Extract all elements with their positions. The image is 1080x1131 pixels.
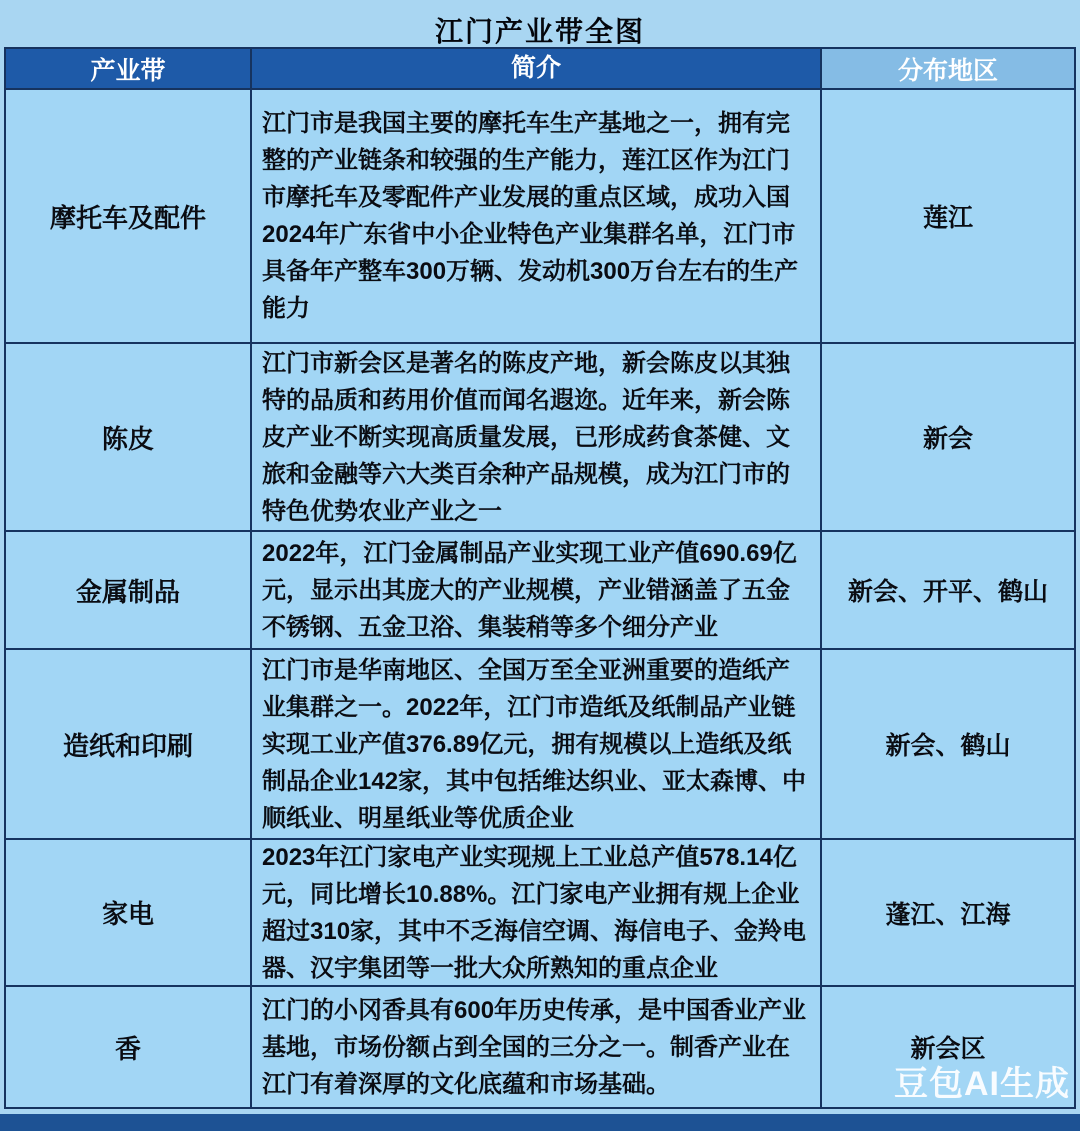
intro-cell	[252, 840, 822, 987]
region-label: 新会、鹤山	[885, 732, 1011, 760]
ai-generated-watermark: 豆包AI生成	[894, 1065, 1070, 1103]
region-cell	[822, 532, 1074, 650]
belt-cell	[6, 650, 252, 840]
region-cell	[822, 650, 1074, 840]
region-cell	[822, 344, 1074, 532]
belt-label: 摩托车及配件	[49, 202, 206, 233]
belt-label: 香	[114, 1033, 141, 1064]
region-cell	[822, 90, 1074, 344]
belt-cell	[6, 840, 252, 987]
region-label: 莲江	[922, 204, 973, 232]
region-label: 新会区	[910, 1035, 986, 1063]
region-label: 蓬江、江海	[885, 900, 1011, 929]
table-row-paper	[6, 650, 1074, 840]
region-label: 新会	[922, 425, 973, 453]
belt-cell	[6, 344, 252, 532]
intro-cell	[252, 987, 822, 1107]
table-header-row	[6, 49, 1074, 90]
header-intro: 简介	[252, 49, 822, 90]
belt-cell	[6, 532, 252, 650]
intro-cell	[252, 344, 822, 532]
intro-text: 江门市是我国主要的摩托车生产基地之一，拥有完整的产业链条和较强的生产能力，莲江区作为江门市摩托车及零配件产业发展的重点区域，成功入国2024年广东省中小企业特色产业集群名单，江门市具备年产整车300万辆、发动机300万台左右的生产能力	[262, 110, 799, 322]
intro-cell	[252, 90, 822, 344]
table-row-metal	[6, 532, 1074, 650]
intro-text: 江门市新会区是著名的陈皮产地，新会陈皮以其独特的品质和药用价值而闻名遐迩。近年来，新会陈皮产业不断实现高质量发展，已形成药食茶健、文旅和金融等六大类百余种产品规模，成为江门市的特色优势农业产业之一	[262, 349, 790, 525]
intro-text: 江门的小冈香具有600年历史传承，是中国香业产业基地，市场份额占到全国的三分之一。制香产业在江门有着深厚的文化底蕴和市场基础。	[262, 996, 807, 1098]
region-cell	[822, 840, 1074, 987]
intro-cell	[252, 532, 822, 650]
belt-label: 造纸和印刷	[62, 730, 193, 761]
table-row-motorcycle	[6, 90, 1074, 344]
belt-cell	[6, 987, 252, 1107]
page-title: 江门产业带全图	[434, 16, 645, 47]
bottom-bar	[0, 1114, 1080, 1131]
region-label: 新会、开平、鹤山	[847, 578, 1048, 606]
intro-text: 江门市是华南地区、全国万至全亚洲重要的造纸产业集群之一。2022年，江门市造纸及纸制品产业链实现工业产值376.89亿元，拥有规模以上造纸及纸制品企业142家，其中包括维达织业、亚太森博、中顺纸业、明星纸业等优质企业	[262, 656, 807, 832]
industry-belt-table	[4, 47, 1076, 1109]
header-belt: 产业带	[6, 49, 252, 90]
intro-text: 2023年江门家电产业实现规上工业总产值578.14亿元，同比增长10.88%。江门家电产业拥有规上企业超过310家，其中不乏海信空调、海信电子、金羚电器、汉宇集团等一批大众所熟知的重点企业	[262, 843, 807, 982]
belt-label: 家电	[101, 899, 154, 929]
belt-label: 陈皮	[101, 423, 154, 454]
belt-cell	[6, 90, 252, 344]
header-region: 分布地区	[822, 49, 1074, 90]
intro-cell	[252, 650, 822, 840]
table-row-appliance	[6, 840, 1074, 987]
intro-text: 2022年，江门金属制品产业实现工业产值690.69亿元，显示出其庞大的产业规模，产业错涵盖了五金不锈钢、五金卫浴、集装稍等多个细分产业	[262, 539, 797, 641]
belt-label: 金属制品	[75, 576, 180, 607]
table-row-chenpi	[6, 344, 1074, 532]
